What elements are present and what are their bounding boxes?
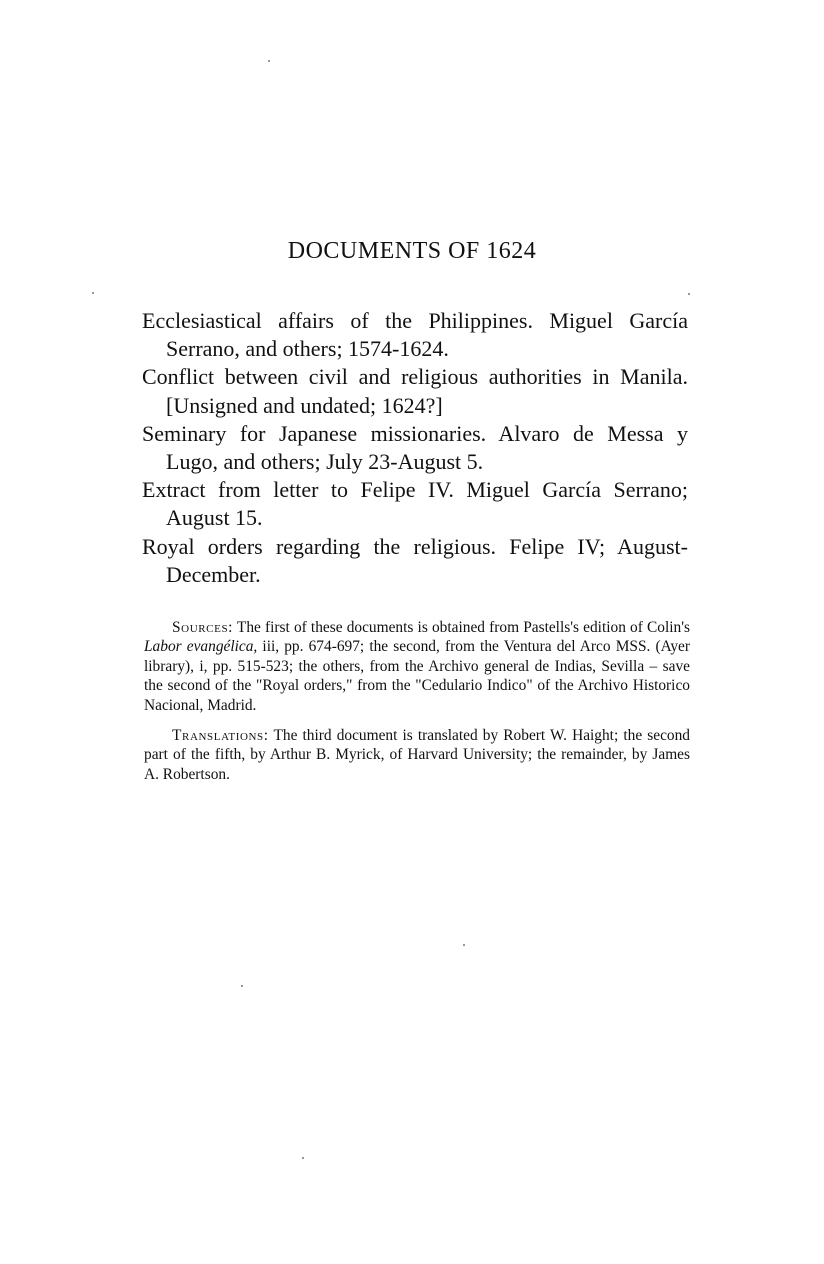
- document-list: [142, 307, 688, 589]
- document-entry: Royal orders regarding the religious. Felipe IV; August-December.: [142, 533, 688, 587]
- sources-text-before: The first of these documents is obtained from Pastells's edition of Colin's: [233, 619, 690, 636]
- translations-note: [144, 726, 690, 784]
- page-title: DOCUMENTS OF 1624: [287, 238, 537, 264]
- translations-label: Translations:: [172, 727, 269, 745]
- scan-speck: [688, 293, 690, 295]
- scan-speck: [241, 985, 243, 987]
- scan-speck: [92, 292, 94, 294]
- document-entry: Extract from letter to Felipe IV. Miguel García Serrano; August 15.: [142, 477, 688, 531]
- scan-speck: [268, 60, 270, 62]
- scan-speck: [302, 1157, 304, 1159]
- sources-label: Sources:: [172, 619, 234, 636]
- document-entry: Seminary for Japanese missionaries. Alvaro de Messa y Lugo, and others; July 23-August 5.: [142, 420, 688, 475]
- sources-note: [144, 618, 690, 715]
- notes-section: [144, 618, 690, 795]
- translations-text: The third document is translated by Robert W. Haight; the second part of the fifth, by Arthur B. Myrick, of Harvard University; the remainder, by James A. Robertson.: [144, 727, 690, 783]
- document-entry: Conflict between civil and religious authorities in Manila. [Unsigned and undated; 1624?]: [142, 364, 688, 418]
- sources-italic-title: Labor evangélica,: [144, 638, 258, 656]
- scan-speck: [463, 944, 465, 946]
- sources-text-after: iii, pp. 674-697; the second, from the Ventura del Arco MSS. (Ayer library), i, pp. 515-523; the others, from the Archivo general de Indias, Sevilla – save the second of the "Royal orders," from the "Cedulario Indico" of the Archivo Historico Nacional, Madrid.: [144, 638, 690, 714]
- document-entry: Ecclesiastical affairs of the Philippines. Miguel García Serrano, and others; 1574-1624.: [142, 308, 688, 362]
